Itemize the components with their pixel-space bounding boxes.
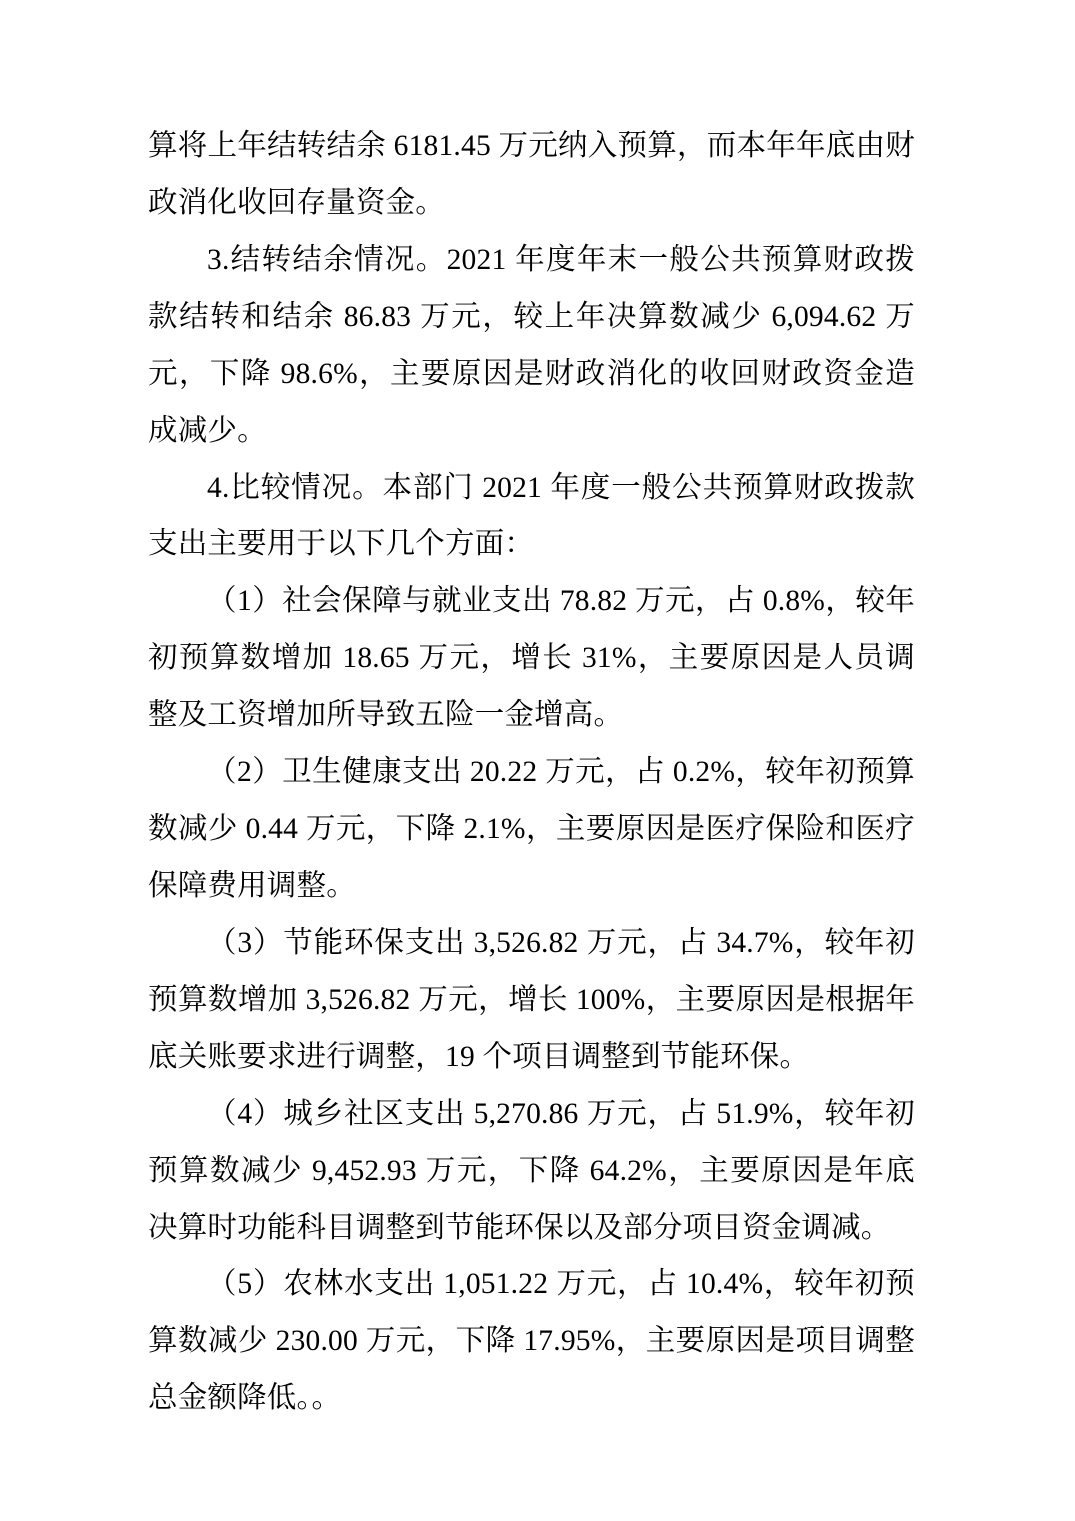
paragraph-sub-1-social-security: （1）社会保障与就业支出 78.82 万元，占 0.8%，较年初预算数增加 18.65 万元，增长 31%，主要原因是人员调整及工资增加所导致五险一金增高。: [148, 585, 915, 732]
paragraph-item-4-comparison: 4.比较情况。本部门 2021 年度一般公共预算财政拨款支出主要用于以下几个方面：: [148, 471, 915, 561]
paragraph-sub-3-energy-environment: （3）节能环保支出 3,526.82 万元，占 34.7%，较年初预算数增加 3,526.82 万元，增长 100%，主要原因是根据年底关账要求进行调整，19 个项目调整到节能环保。: [148, 926, 915, 1073]
paragraph-sub-5-agriculture-forestry-water: （5）农林水支出 1,051.22 万元，占 10.4%，较年初预算数减少 230.00 万元，下降 17.95%，主要原因是项目调整总金额降低。。: [148, 1268, 915, 1415]
paragraph-sub-4-urban-rural: （4）城乡社区支出 5,270.86 万元，占 51.9%，较年初预算数减少 9,452.93 万元，下降 64.2%，主要原因是年底决算时功能科目调整到节能环保以及部分项目资金调减。: [148, 1097, 915, 1244]
paragraph-sub-2-health: （2）卫生健康支出 20.22 万元，占 0.2%，较年初预算数减少 0.44 万元，下降 2.1%，主要原因是医疗保险和医疗保障费用调整。: [148, 756, 915, 902]
paragraph-carryover-continued: 算将上年结转结余 6181.45 万元纳入预算，而本年年底由财政消化收回存量资金。: [148, 130, 915, 219]
document-body: [148, 118, 915, 1427]
paragraph-item-3-carryover: 3.结转结余情况。2021 年度年末一般公共预算财政拨款结转和结余 86.83 万元，较上年决算数减少 6,094.62 万元，下降 98.6%，主要原因是财政消化的收回财政资金造成减少。: [148, 243, 915, 447]
